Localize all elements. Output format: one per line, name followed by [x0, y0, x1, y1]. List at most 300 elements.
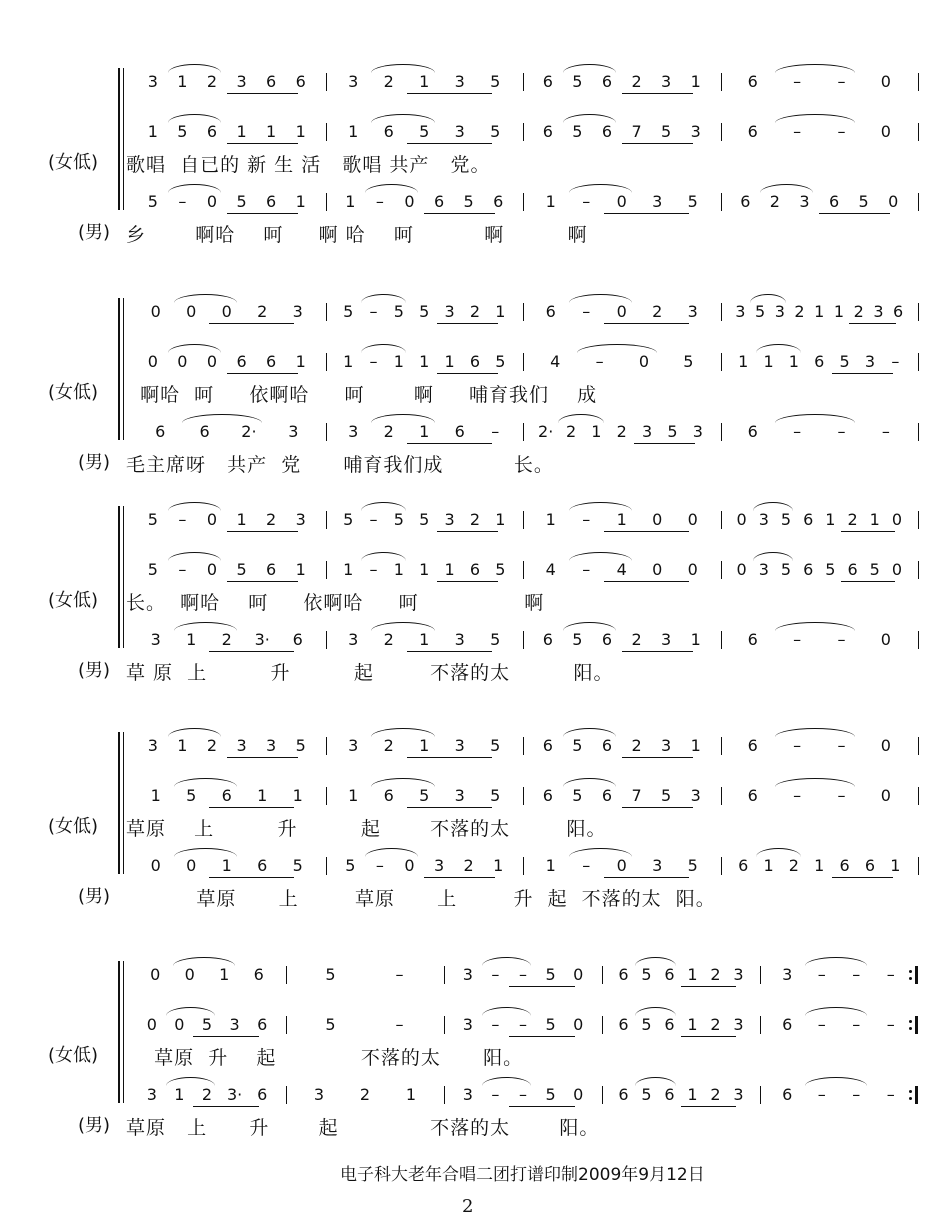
- label-male: (男): [78, 222, 111, 243]
- barline: [760, 966, 761, 984]
- note: 5: [545, 1085, 556, 1104]
- note: 6: [542, 736, 553, 755]
- note: 3: [661, 736, 672, 755]
- note: 6: [545, 302, 556, 321]
- note: 3: [348, 630, 359, 649]
- note: 6: [893, 302, 904, 321]
- note: 3: [433, 856, 445, 875]
- beam: [227, 373, 298, 374]
- note: –: [793, 736, 802, 755]
- note: 6: [803, 510, 814, 529]
- barline: [523, 787, 524, 805]
- beam: [227, 757, 298, 758]
- note: 3: [454, 72, 465, 91]
- beam: [622, 807, 693, 808]
- note: 1: [687, 1085, 698, 1104]
- note: –: [891, 352, 900, 371]
- note: 5: [667, 422, 678, 441]
- note: 1: [292, 786, 303, 805]
- slur: [753, 502, 793, 511]
- note: 2·: [538, 422, 554, 441]
- note: 2: [847, 510, 858, 529]
- note: 2: [206, 72, 218, 91]
- note: 1: [419, 736, 430, 755]
- note: 6: [814, 352, 825, 371]
- slur: [569, 502, 633, 511]
- note: 0: [880, 630, 891, 649]
- barline: [918, 303, 919, 321]
- barline: [918, 511, 919, 529]
- note: 6: [493, 192, 504, 211]
- slur: [361, 502, 407, 511]
- note: 0: [573, 1085, 584, 1104]
- barline: [326, 561, 327, 579]
- system-4: [0, 726, 942, 910]
- note: 3: [292, 302, 303, 321]
- slur: [365, 848, 418, 857]
- note: 3: [348, 736, 359, 755]
- note: 3: [462, 1085, 473, 1104]
- system-bracket-inner: [123, 68, 124, 210]
- barline: [721, 561, 722, 579]
- note: 1: [266, 122, 277, 141]
- label-female-low: (女低): [48, 152, 99, 173]
- note: 2: [652, 302, 663, 321]
- slur: [371, 622, 435, 631]
- note: 3: [444, 302, 455, 321]
- note: 1: [419, 72, 430, 91]
- repeat-dot: [909, 1097, 912, 1100]
- repeat-dot: [909, 977, 912, 980]
- beam: [509, 1036, 575, 1037]
- note: 2: [221, 630, 232, 649]
- lyrics-female-low: 长。 啊哈 呵 依啊哈 呵 啊: [126, 592, 545, 614]
- note: 3: [295, 510, 306, 529]
- note: 3: [454, 122, 465, 141]
- repeat-end-bar: [915, 1086, 918, 1104]
- note: 6: [618, 1015, 629, 1034]
- note: 1: [177, 736, 188, 755]
- note: 2: [201, 1085, 213, 1104]
- note: 2·: [241, 422, 257, 441]
- note: 1: [833, 302, 845, 321]
- note: 5: [177, 122, 188, 141]
- barline: [286, 1016, 287, 1034]
- note: 2: [266, 510, 277, 529]
- note: 1: [687, 965, 698, 984]
- beam: [407, 93, 492, 94]
- note: 5: [572, 630, 583, 649]
- system-bracket: [118, 506, 120, 648]
- note: 5: [201, 1015, 213, 1034]
- note: 2: [469, 510, 481, 529]
- system-2: [0, 292, 942, 476]
- note: 5: [545, 965, 556, 984]
- repeat-dot: [909, 1027, 912, 1030]
- note: 2: [383, 630, 394, 649]
- lyrics-female-low: 啊哈 呵 依啊哈 呵 啊 哺育我们 成: [126, 384, 598, 406]
- slur: [371, 728, 435, 737]
- note: –: [886, 965, 895, 984]
- note: 3: [454, 630, 465, 649]
- barline: [523, 73, 524, 91]
- note: 0: [880, 72, 891, 91]
- slur: [775, 778, 855, 787]
- note: 1: [147, 122, 158, 141]
- slur: [482, 1007, 532, 1016]
- note: 0: [616, 302, 627, 321]
- note: 5: [419, 302, 430, 321]
- barline: [918, 353, 919, 371]
- note: 5: [345, 856, 356, 875]
- barline: [523, 353, 524, 371]
- note: 3: [266, 736, 277, 755]
- note: 6: [469, 352, 481, 371]
- label-male: (男): [78, 886, 111, 907]
- beam: [832, 877, 893, 878]
- note: 7: [631, 786, 642, 805]
- note: 5: [490, 122, 501, 141]
- slur: [371, 114, 435, 123]
- note: 5: [490, 72, 501, 91]
- lyrics-male: 乡 啊哈 呵 啊 哈 呵 啊 啊: [126, 224, 588, 246]
- note: 0: [888, 192, 899, 211]
- barline: [286, 966, 287, 984]
- slur: [174, 778, 238, 787]
- note: 1: [343, 560, 354, 579]
- note: 5: [393, 510, 404, 529]
- beam: [681, 1106, 736, 1107]
- note: 1: [814, 302, 825, 321]
- note: 5: [545, 1015, 556, 1034]
- note: 1: [393, 560, 404, 579]
- system-1: [0, 62, 942, 246]
- note: –: [178, 510, 187, 529]
- note: –: [395, 1015, 404, 1034]
- barline: [721, 737, 722, 755]
- note: 6: [664, 1085, 675, 1104]
- note: 1: [419, 630, 430, 649]
- note: 3: [690, 122, 701, 141]
- note: 5: [754, 302, 766, 321]
- note: 6: [383, 122, 394, 141]
- note: –: [817, 1015, 826, 1034]
- beam: [227, 531, 298, 532]
- slur: [775, 414, 855, 423]
- slur: [569, 552, 633, 561]
- lyrics-male: 草原 上 升 起 不落的太 阳。: [126, 1117, 600, 1139]
- beam: [832, 373, 893, 374]
- note: 5: [687, 192, 698, 211]
- repeat-end-bar: [915, 1016, 918, 1034]
- barline: [326, 857, 327, 875]
- note: 6: [199, 422, 210, 441]
- note: 4: [550, 352, 561, 371]
- note: 6: [747, 786, 758, 805]
- slur: [166, 1077, 216, 1086]
- barline: [602, 1016, 603, 1034]
- note: 6: [747, 72, 758, 91]
- barline: [721, 353, 722, 371]
- note: 1: [295, 352, 306, 371]
- note: 5: [343, 510, 354, 529]
- barline: [326, 303, 327, 321]
- note: 1: [690, 630, 701, 649]
- slur: [361, 294, 407, 303]
- note: 3: [348, 422, 359, 441]
- note: 0: [736, 560, 747, 579]
- note: 3: [733, 1085, 744, 1104]
- note: 0: [573, 1015, 584, 1034]
- note: 1: [763, 856, 774, 875]
- beam: [604, 877, 689, 878]
- note: 6: [221, 786, 232, 805]
- note: 0: [616, 856, 627, 875]
- slur: [563, 728, 616, 737]
- note: 6: [828, 192, 840, 211]
- note: 3: [348, 72, 359, 91]
- note: –: [793, 122, 802, 141]
- note: 3·: [226, 1085, 243, 1104]
- barline: [918, 787, 919, 805]
- beam: [209, 323, 294, 324]
- slur: [371, 414, 435, 423]
- system-bracket-inner: [123, 298, 124, 440]
- beam: [193, 1036, 259, 1037]
- system-bracket-inner: [123, 961, 124, 1103]
- note: 6: [839, 856, 850, 875]
- note: 0: [880, 786, 891, 805]
- barline: [523, 857, 524, 875]
- note: 3: [236, 736, 247, 755]
- note: 5: [858, 192, 869, 211]
- note: 6: [257, 1085, 268, 1104]
- note: –: [369, 352, 378, 371]
- note: 5: [325, 965, 336, 984]
- note: 3: [692, 422, 703, 441]
- note: 3: [147, 72, 158, 91]
- note: –: [491, 1015, 500, 1034]
- barline: [326, 737, 327, 755]
- barline: [523, 511, 524, 529]
- note: 1: [177, 72, 188, 91]
- note: 2: [853, 302, 864, 321]
- note: 1: [591, 422, 602, 441]
- note: –: [375, 192, 384, 211]
- note: –: [582, 192, 591, 211]
- note: 1: [545, 856, 556, 875]
- note: 6: [747, 122, 758, 141]
- note: 6: [542, 630, 553, 649]
- repeat-dot: [909, 970, 912, 973]
- note: 1: [444, 352, 455, 371]
- note: 6: [383, 786, 394, 805]
- note: 6: [847, 560, 858, 579]
- note: 0: [891, 510, 902, 529]
- beam: [407, 143, 492, 144]
- note: 3: [733, 1015, 744, 1034]
- note: 6: [266, 192, 277, 211]
- barline: [326, 423, 327, 441]
- note: 5: [869, 560, 880, 579]
- note: 1: [545, 510, 556, 529]
- note: 5: [661, 122, 672, 141]
- note: 5: [419, 786, 430, 805]
- note: 1: [343, 352, 354, 371]
- note: 6: [206, 122, 218, 141]
- barline: [760, 1016, 761, 1034]
- note: 0: [206, 352, 218, 371]
- note: 3: [661, 72, 672, 91]
- barline: [721, 857, 722, 875]
- barline: [444, 966, 445, 984]
- note: 4: [545, 560, 556, 579]
- beam: [509, 986, 575, 987]
- barline: [523, 193, 524, 211]
- barline: [721, 631, 722, 649]
- slur: [558, 414, 604, 423]
- slur: [174, 622, 238, 631]
- slur: [168, 114, 221, 123]
- note: 6: [266, 560, 277, 579]
- note: 6: [747, 630, 758, 649]
- note: 3: [150, 630, 161, 649]
- note: –: [519, 1015, 527, 1034]
- note: 2: [788, 856, 799, 875]
- barline: [721, 73, 722, 91]
- barline: [602, 966, 603, 984]
- beam: [209, 877, 294, 878]
- note: 0: [652, 510, 663, 529]
- note: –: [837, 422, 846, 441]
- barline: [326, 353, 327, 371]
- note: 6: [236, 352, 247, 371]
- barline: [326, 193, 327, 211]
- barline: [523, 423, 524, 441]
- note: 5: [186, 786, 197, 805]
- note: 6: [803, 560, 814, 579]
- note: 6: [257, 1015, 268, 1034]
- slur: [174, 294, 238, 303]
- note: 1: [687, 1015, 698, 1034]
- note: 3: [735, 302, 746, 321]
- note: 1: [825, 510, 836, 529]
- note: 2: [616, 422, 627, 441]
- note: –: [582, 560, 591, 579]
- slur: [775, 728, 855, 737]
- note: 5: [572, 72, 583, 91]
- note: –: [837, 72, 846, 91]
- barline: [918, 123, 919, 141]
- beam: [437, 373, 498, 374]
- note: 2: [257, 302, 268, 321]
- lyrics-male: 草原 上 草原 上 升 起 不落的太 阳。: [126, 888, 716, 910]
- note: –: [886, 1085, 895, 1104]
- note: 3: [758, 510, 769, 529]
- note: 1: [495, 302, 506, 321]
- note: 6: [295, 72, 306, 91]
- lyrics-female-low: 草原 上 升 起 不落的太 阳。: [126, 818, 607, 840]
- note: 5: [641, 965, 652, 984]
- note: 7: [631, 122, 642, 141]
- note: 2: [383, 72, 394, 91]
- slur: [361, 344, 407, 353]
- note: 1: [869, 510, 880, 529]
- slur: [569, 184, 633, 193]
- barline: [721, 787, 722, 805]
- note: 1: [221, 856, 232, 875]
- slur: [805, 957, 867, 966]
- note: 5: [490, 630, 501, 649]
- note: 6: [601, 72, 613, 91]
- slur: [168, 552, 221, 561]
- note: 1: [219, 965, 230, 984]
- slur: [563, 778, 616, 787]
- beam: [509, 1106, 575, 1107]
- note: 0: [573, 965, 584, 984]
- note: –: [837, 736, 846, 755]
- beam: [437, 531, 498, 532]
- note: 5: [292, 856, 303, 875]
- note: 5: [490, 736, 501, 755]
- note: 1: [295, 560, 306, 579]
- note: 6: [542, 72, 553, 91]
- note: 0: [880, 122, 891, 141]
- beam: [604, 531, 689, 532]
- beam: [209, 807, 294, 808]
- note: 0: [404, 192, 415, 211]
- slur: [168, 184, 221, 193]
- slur: [753, 552, 793, 561]
- slur: [168, 502, 221, 511]
- note: 2: [383, 736, 394, 755]
- note: 5: [325, 1015, 336, 1034]
- note: 5: [572, 736, 583, 755]
- slur: [805, 1007, 867, 1016]
- barline: [326, 787, 327, 805]
- slur: [756, 344, 802, 353]
- note: 0: [404, 856, 415, 875]
- barline: [444, 1086, 445, 1104]
- barline: [721, 193, 722, 211]
- note: 6: [740, 192, 751, 211]
- note: –: [852, 1085, 861, 1104]
- note: 3: [229, 1015, 240, 1034]
- beam: [407, 443, 492, 444]
- repeat-dot: [909, 1020, 912, 1023]
- beam: [407, 757, 492, 758]
- note: 1: [763, 352, 774, 371]
- slur: [168, 344, 221, 353]
- note: –: [369, 302, 378, 321]
- note: 5: [495, 560, 506, 579]
- note: 6: [864, 856, 876, 875]
- repeat-end-bar: [915, 966, 918, 984]
- note: 6: [601, 786, 613, 805]
- beam: [622, 651, 693, 652]
- system-bracket-inner: [123, 732, 124, 874]
- note: 6: [664, 1015, 675, 1034]
- note: 5: [463, 192, 474, 211]
- note: –: [886, 1015, 895, 1034]
- note: –: [793, 72, 802, 91]
- note: 1: [348, 122, 359, 141]
- barline: [326, 73, 327, 91]
- note: 5: [147, 192, 158, 211]
- note: 6: [542, 786, 553, 805]
- note: 1: [257, 786, 268, 805]
- slur: [371, 778, 435, 787]
